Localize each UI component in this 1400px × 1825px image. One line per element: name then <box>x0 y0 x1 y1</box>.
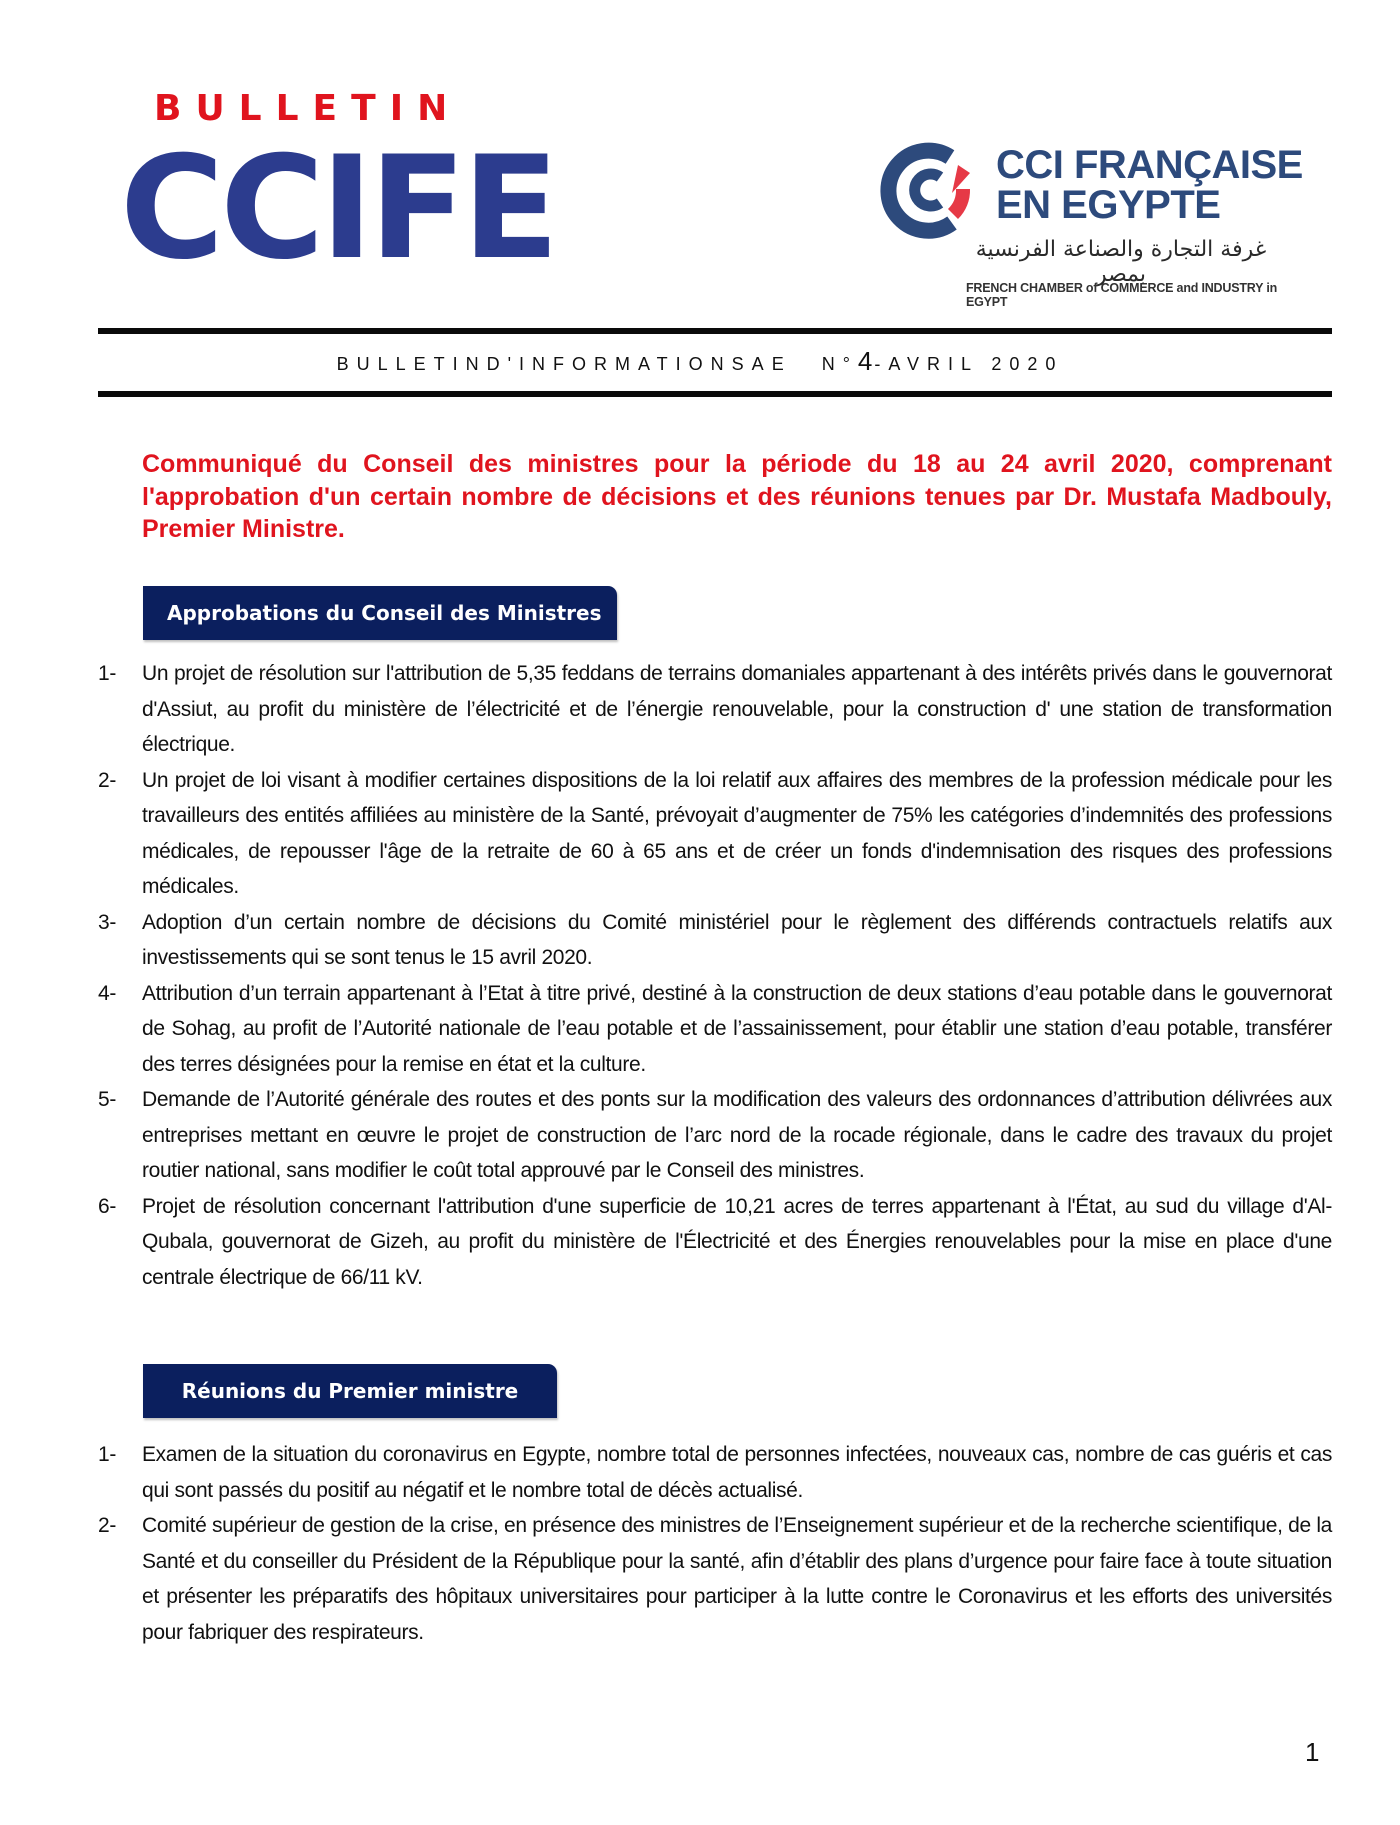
list-item <box>98 1437 1332 1508</box>
list-item <box>98 763 1332 905</box>
headline: Communiqué du Conseil des ministres pour la période du 18 au 24 avril 2020, comprenant l'approbation d'un certain nombre de décisions et des réunions tenues par Dr. Mustafa Madbouly, Premier Ministre. <box>142 450 1332 543</box>
logo-subtitle: FRENCH CHAMBER of COMMERCE and INDUSTRY in EGYPT <box>966 281 1278 309</box>
issue-line <box>0 346 1400 377</box>
item-number: 1- <box>98 662 116 685</box>
list-item <box>98 1508 1332 1650</box>
bulletin-label: BULLETIN <box>154 88 462 129</box>
reunions-list <box>98 1437 1332 1650</box>
section-heading-approbations: Approbations du Conseil des Ministres <box>143 586 617 640</box>
item-number: 1- <box>98 1443 116 1466</box>
bottom-divider <box>98 391 1332 397</box>
list-item <box>98 905 1332 976</box>
logo-name <box>996 145 1303 225</box>
item-text: Adoption d’un certain nombre de décisions du Comité ministériel pour le règlement des différends contractuels relatifs aux investissements qui se sont tenus le 15 avril 2020. <box>142 910 1332 969</box>
item-number: 6- <box>98 1194 116 1218</box>
item-text: Attribution d’un terrain appartenant à l’Etat à titre privé, destiné à la construction de deux stations d’eau potable dans le gouvernorat de Sohag, au profit de l’Autorité nationale de l’eau potable et de l’assainissement, pour établir une station d’eau potable, transférer des terres désignées pour la remise en état et la culture. <box>142 981 1332 1076</box>
item-text: Demande de l’Autorité générale des routes et des ponts sur la modification des valeurs des ordonnances d’attribution délivrées aux entreprises mettant en œuvre le projet de construction de l’arc nord de la rocade régionale, dans le cadre des travaux du projet routier national, sans modifier le coût total approuvé par le Conseil des ministres. <box>142 1088 1332 1182</box>
publication-name: BULLETIND'INFORMATIONSAE <box>336 354 792 374</box>
item-number: 4- <box>98 981 116 1005</box>
page-number: 1 <box>1305 1737 1320 1767</box>
item-text: Examen de la situation du coronavirus en Egypte, nombre total de personnes infectées, nouveaux cas, nombre de cas guéris et cas qui sont passés du positif au négatif et le nombre total de décès actualisé. <box>142 1443 1332 1502</box>
masthead-title: CCIFE <box>120 126 556 291</box>
item-text: Un projet de résolution sur l'attribution de 5,35 feddans de terrains domaniales appartenant à des intérêts privés dans le gouvernorat d'Assiut, au profit du ministère de l’électricité et de l’énergie renouvelable, pour la construction d' une station de transformation électrique. <box>142 662 1332 756</box>
list-item <box>98 1189 1332 1296</box>
issue-date: -AVRIL 2020 <box>874 354 1064 374</box>
item-number: 2- <box>98 768 116 792</box>
item-number: 5- <box>98 1088 116 1111</box>
list-item <box>98 976 1332 1083</box>
item-number: 2- <box>98 1514 116 1537</box>
item-text: Un projet de loi visant à modifier certaines dispositions de la loi relatif aux affaires des membres de la profession médicale pour les travailleurs des entités affiliées au ministère de la Santé, prévoyait d’augmenter de 75% les catégories d’indemnités des professions médicales, de repousser l'âge de la retraite de 60 à 65 ans et de créer un fonds d'indemnisation des risques des professions médicales. <box>142 768 1332 898</box>
list-item <box>98 1082 1332 1189</box>
top-divider <box>98 328 1332 334</box>
issue-number: 4 <box>857 346 875 376</box>
logo-name-line2: EN EGYPTE <box>996 183 1221 227</box>
logo-arabic-name: غرفة التجارة والصناعة الفرنسية بمصر <box>975 237 1267 287</box>
list-item <box>98 656 1332 763</box>
issue-number-prefix: N° <box>821 354 858 374</box>
logo-name-line1: CCI FRANÇAISE <box>996 143 1303 187</box>
cci-logo-icon <box>878 139 978 239</box>
approbations-list <box>98 656 1332 1295</box>
item-number: 3- <box>98 910 116 934</box>
item-text: Projet de résolution concernant l'attribution d'une superficie de 10,21 acres de terres appartenant à l'État, au sud du village d'Al-Qubala, gouvernorat de Gizeh, au profit du ministère de l'Électricité et des Énergies renouvelables pour la mise en place d'une centrale électrique de 66/11 kV. <box>142 1194 1332 1289</box>
section-heading-reunions: Réunions du Premier ministre <box>143 1364 557 1418</box>
cci-logo <box>878 133 1318 308</box>
item-text: Comité supérieur de gestion de la crise, en présence des ministres de l’Enseignement supérieur et de la recherche scientifique, de la Santé et du conseiller du Président de la République pour la santé, afin d’établir des plans d’urgence pour faire face à toute situation et présenter les préparatifs des hôpitaux universitaires pour participer à la lutte contre le Coronavirus et les efforts des universités pour fabriquer des respirateurs. <box>142 1514 1332 1644</box>
